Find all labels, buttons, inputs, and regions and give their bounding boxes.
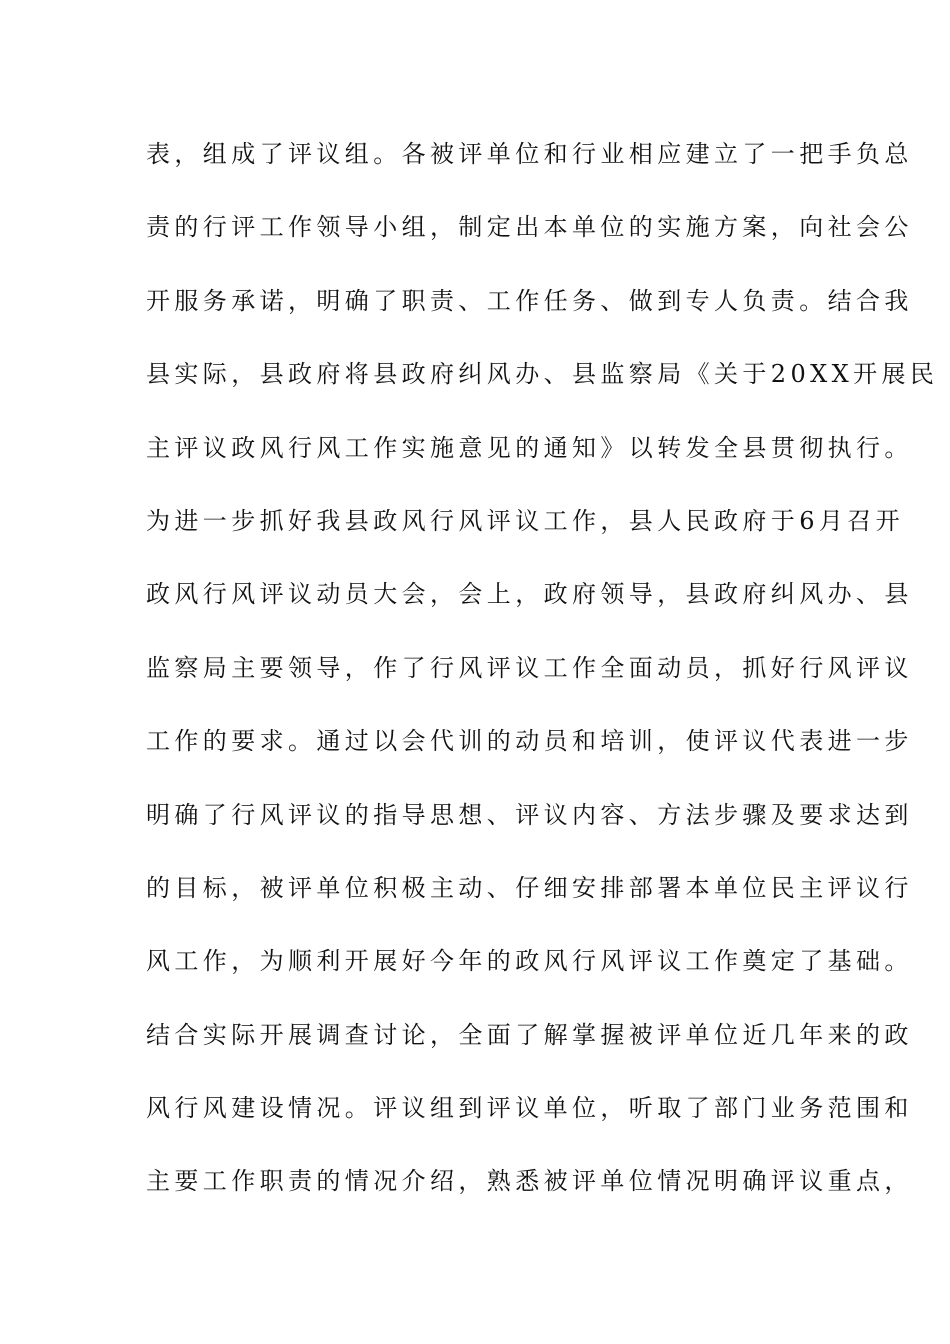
text-line: 结合实际开展调查讨论，全面了解掌握被评单位近几年来的政: [146, 1020, 913, 1049]
text-line: 工作的要求。通过以会代训的动员和培训，使评议代表进一步: [146, 727, 913, 756]
body-text: [146, 132, 939, 1233]
text-line: 主要工作职责的情况介绍，熟悉被评单位情况明确评议重点，: [146, 1167, 913, 1196]
text-line: 明确了行风评议的指导思想、评议内容、方法步骤及要求达到: [146, 800, 913, 829]
text-line: 县实际，县政府将县政府纠风办、县监察局《关于20XX开展民: [146, 360, 939, 389]
text-line: 开服务承诺，明确了职责、工作任务、做到专人负责。结合我: [146, 286, 913, 315]
text-line: 表，组成了评议组。各被评单位和行业相应建立了一把手负总: [146, 140, 913, 168]
text-line: 为进一步抓好我县政风行风评议工作，县人民政府于6月召开: [146, 506, 905, 535]
text-line: 主评议政风行风工作实施意见的通知》以转发全县贯彻执行。: [146, 433, 913, 462]
text-line: 风行风建设情况。评议组到评议单位，听取了部门业务范围和: [146, 1094, 913, 1123]
text-line: 责的行评工作领导小组，制定出本单位的实施方案，向社会公: [146, 213, 913, 242]
text-line: 风工作，为顺利开展好今年的政风行风评议工作奠定了基础。: [146, 947, 913, 976]
text-line: 的目标，被评单位积极主动、仔细安排部署本单位民主评议行: [146, 873, 913, 902]
text-line: 政风行风评议动员大会，会上，政府领导，县政府纠风办、县: [146, 580, 913, 609]
text-line: 监察局主要领导，作了行风评议工作全面动员，抓好行风评议: [146, 653, 913, 682]
